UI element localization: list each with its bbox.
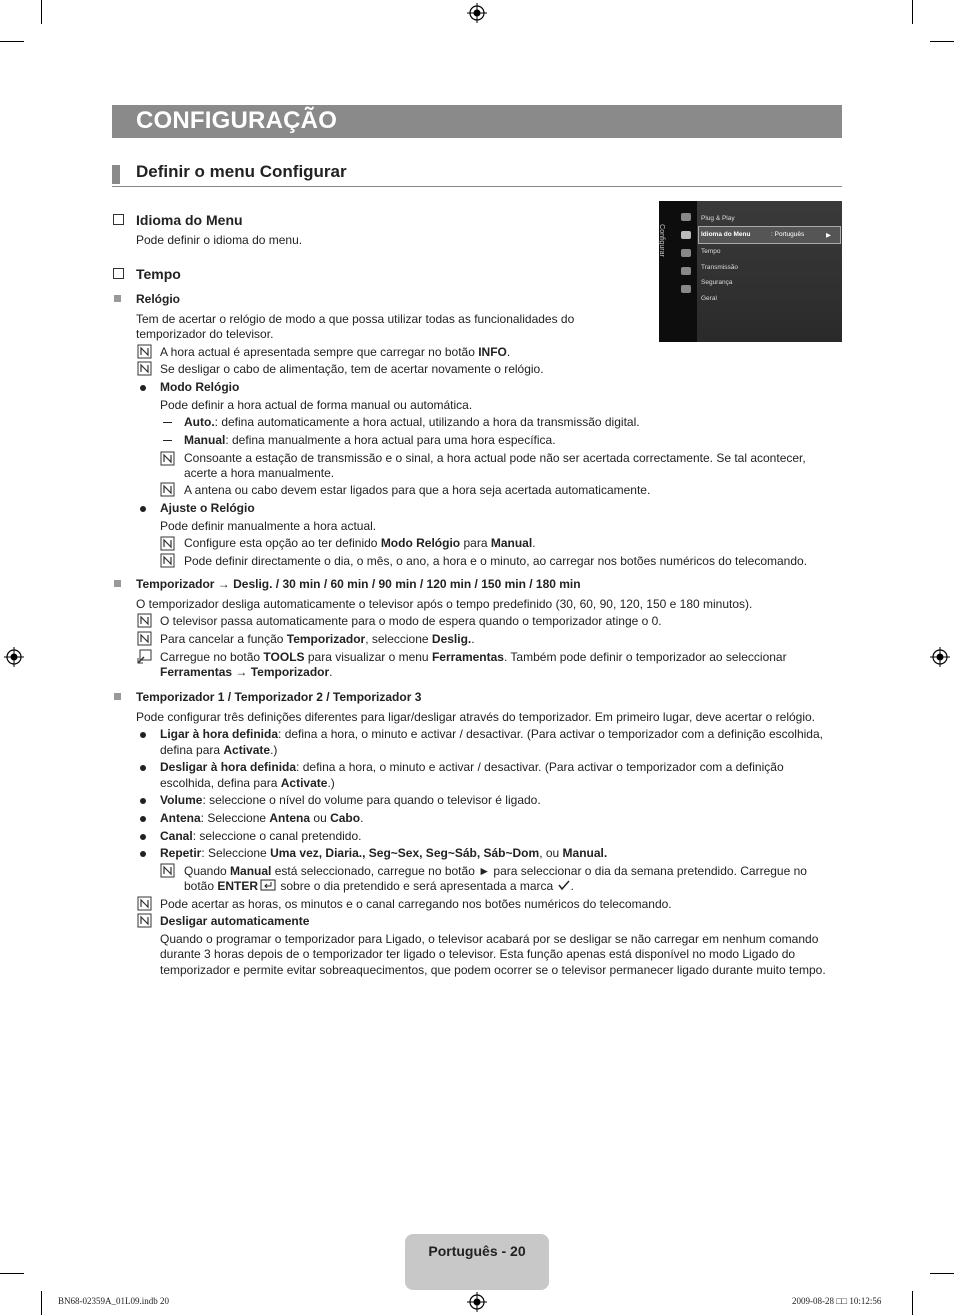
sleep-tools-text: Ferramentas → Temporizador. (160, 665, 333, 679)
registration-mark-icon (467, 3, 487, 23)
crop-mark (912, 1291, 913, 1315)
menu-item-plug-play: Plug & Play (701, 215, 735, 222)
bullet-icon (140, 798, 146, 804)
timers-antena-text: Antena: Seleccione Antena ou Cabo. (160, 811, 364, 825)
note-icon (137, 361, 152, 376)
sleep-text: O temporizador desliga automaticamente o televisor após o tempo predefinido (30, 60, 90, 120, 150 e 180 minutos). (136, 597, 753, 611)
repetir-note: botão ENTER sobre o dia pretendido e será apresentada a marca . (184, 879, 574, 893)
bullet-icon (140, 765, 146, 771)
enter-icon (260, 879, 277, 891)
bullet-icon (140, 385, 146, 391)
menu-sidebar-label: Configurar (657, 224, 665, 257)
menu-item-idioma: Idioma do Menu (701, 231, 751, 238)
tools-icon (137, 649, 152, 664)
modo-manual-text: Manual: defina manualmente a hora actual para uma hora específica. (184, 433, 556, 447)
idioma-heading: Idioma do Menu (136, 212, 243, 228)
note-icon (160, 536, 175, 551)
repetir-note: Quando Manual está seleccionado, carregue no botão ► para seleccionar o dia da semana pretendido. Carregue no (184, 864, 807, 878)
note-icon (137, 344, 152, 359)
checkbox-bullet-icon (113, 268, 124, 279)
sleep-tools-text: Carregue no botão TOOLS para visualizar o menu Ferramentas. Também pode definir o temporizador ao seleccionar (160, 650, 787, 664)
ajuste-text: Pode definir manualmente a hora actual. (160, 519, 377, 533)
bullet-icon (140, 816, 146, 822)
print-file-info: BN68-02359A_01L09.indb 20 (58, 1296, 169, 1306)
relogio-note: A hora actual é apresentada sempre que carregar no botão INFO. (160, 345, 511, 359)
crop-mark (912, 0, 913, 24)
settings-menu-screenshot (659, 201, 842, 342)
menu-panel (697, 201, 842, 342)
idioma-text: Pode definir o idioma do menu. (136, 233, 303, 247)
timers-repetir-text: Repetir: Seleccione Uma vez, Diaria., Seg~Sex, Seg~Sáb, Sáb~Dom, ou Manual. (160, 846, 608, 860)
relogio-text: Tem de acertar o relógio de modo a que possa utilizar todas as funcionalidades do (136, 312, 575, 326)
crop-mark (930, 41, 954, 42)
square-bullet-icon (114, 693, 121, 700)
timers-on-text: defina para Activate.) (160, 743, 278, 757)
timers-on-text: Ligar à hora definida: defina a hora, o minuto e activar / desactivar. (Para activar o temporizador com a definição escolhida, (160, 727, 823, 741)
relogio-note: Se desligar o cabo de alimentação, tem de acertar novamente o relógio. (160, 362, 544, 376)
note-icon (137, 631, 152, 646)
modo-note: Consoante a estação de transmissão e o sinal, a hora actual pode não ser acertada correctamente. Se tal acontecer, (184, 451, 806, 465)
desligar-auto-text: Quando o programar o temporizador para Ligado, o televisor acabará por se desligar se não carregar em nenhum comando (160, 932, 819, 946)
desligar-auto-text: durante 3 horas depois de o temporizador ter ligado o televisor. Esta função apenas está disponível no modo Ligado do (160, 947, 796, 961)
timers-note: Pode acertar as horas, os minutos e o canal carregando nos botões numéricos do telecomando. (160, 897, 672, 911)
desligar-auto-text: temporizador e permite evitar sobreaquecimentos, que podem ocorrer se o televisor permanecer ligado durante muito tempo. (160, 963, 826, 977)
note-icon (137, 896, 152, 911)
picture-icon (681, 213, 691, 221)
ajuste-note: Pode definir directamente o dia, o mês, o ano, a hora e o minuto, ao carregar nos botões numéricos do telecomando. (184, 554, 808, 568)
timers-canal-text: Canal: seleccione o canal pretendido. (160, 829, 362, 843)
checkbox-bullet-icon (113, 214, 124, 225)
crop-mark (0, 41, 24, 42)
note-icon (137, 613, 152, 628)
menu-item-arrow-icon: ▶ (826, 232, 831, 239)
square-bullet-icon (114, 295, 121, 302)
note-icon (137, 913, 152, 928)
modo-relogio-heading: Modo Relógio (160, 380, 240, 394)
page-number: Português - 20 (428, 1243, 526, 1259)
sleep-note: Para cancelar a função Temporizador, seleccione Deslig.. (160, 632, 475, 646)
section-marker (112, 165, 120, 184)
relogio-heading: Relógio (136, 292, 180, 306)
modo-relogio-text: Pode definir a hora actual de forma manual ou automática. (160, 398, 473, 412)
section-title: Definir o menu Configurar (136, 162, 347, 181)
section-header (112, 162, 842, 187)
bullet-icon (140, 834, 146, 840)
page-title-bar (112, 105, 842, 138)
sleep-heading: Temporizador → Deslig. / 30 min / 60 min / 90 min / 120 min / 150 min / 180 min (136, 577, 581, 591)
timers-off-text: Desligar à hora definida: defina a hora, o minuto e activar / desactivar. (Para activar o temporizador com a definição (160, 760, 784, 774)
crop-mark (930, 1273, 954, 1274)
desligar-auto-heading: Desligar automaticamente (160, 914, 310, 928)
note-icon (160, 863, 175, 878)
sound-icon (681, 249, 691, 257)
note-icon (160, 553, 175, 568)
timers-text: Pode configurar três definições diferentes para ligar/desligar através do temporizador. Em primeiro lugar, deve acertar o relógio. (136, 710, 816, 724)
note-icon (160, 451, 175, 466)
menu-item-transmissao: Transmissão (701, 264, 738, 271)
menu-item-geral: Geral (701, 295, 717, 302)
bullet-icon (140, 732, 146, 738)
print-date-info: 2009-08-28 □□ 10:12:56 (792, 1296, 882, 1306)
input-icon (681, 285, 691, 293)
tempo-heading: Tempo (136, 266, 181, 282)
registration-mark-icon (930, 647, 950, 667)
registration-mark-icon (4, 647, 24, 667)
bullet-icon (140, 506, 146, 512)
modo-note: A antena ou cabo devem estar ligados para que a hora seja acertada automaticamente. (184, 483, 651, 497)
menu-sidebar (659, 201, 697, 342)
page-title: CONFIGURAÇÃO (136, 107, 338, 134)
timers-volume-text: Volume: seleccione o nível do volume para quando o televisor é ligado. (160, 793, 541, 807)
crop-mark (41, 1291, 42, 1315)
dash-bullet-icon (163, 440, 172, 441)
relogio-text: temporizador do televisor. (136, 327, 274, 341)
sleep-note: O televisor passa automaticamente para o modo de espera quando o temporizador atinge o 0. (160, 614, 662, 628)
menu-item-seguranca: Segurança (701, 279, 733, 286)
ajuste-heading: Ajuste o Relógio (160, 501, 255, 515)
dash-bullet-icon (163, 422, 172, 423)
timers-off-text: escolhida, defina para Activate.) (160, 776, 335, 790)
modo-note: acerte a hora manualmente. (184, 466, 335, 480)
modo-auto-text: Auto.: defina automaticamente a hora actual, utilizando a hora da transmissão digital. (184, 415, 640, 429)
note-icon (160, 482, 175, 497)
crop-mark (0, 1273, 24, 1274)
menu-item-tempo: Tempo (701, 248, 721, 255)
bullet-icon (140, 851, 146, 857)
checkmark-icon (557, 879, 571, 891)
ajuste-note: Configure esta opção ao ter definido Modo Relógio para Manual. (184, 536, 536, 550)
settings-gear-icon (681, 231, 691, 239)
timers-heading: Temporizador 1 / Temporizador 2 / Temporizador 3 (136, 690, 422, 704)
crop-mark (41, 0, 42, 24)
registration-mark-icon (467, 1292, 487, 1312)
channel-icon (681, 267, 691, 275)
page-number-tab (405, 1234, 549, 1290)
square-bullet-icon (114, 580, 121, 587)
menu-item-idioma-value: : Português (771, 231, 805, 238)
